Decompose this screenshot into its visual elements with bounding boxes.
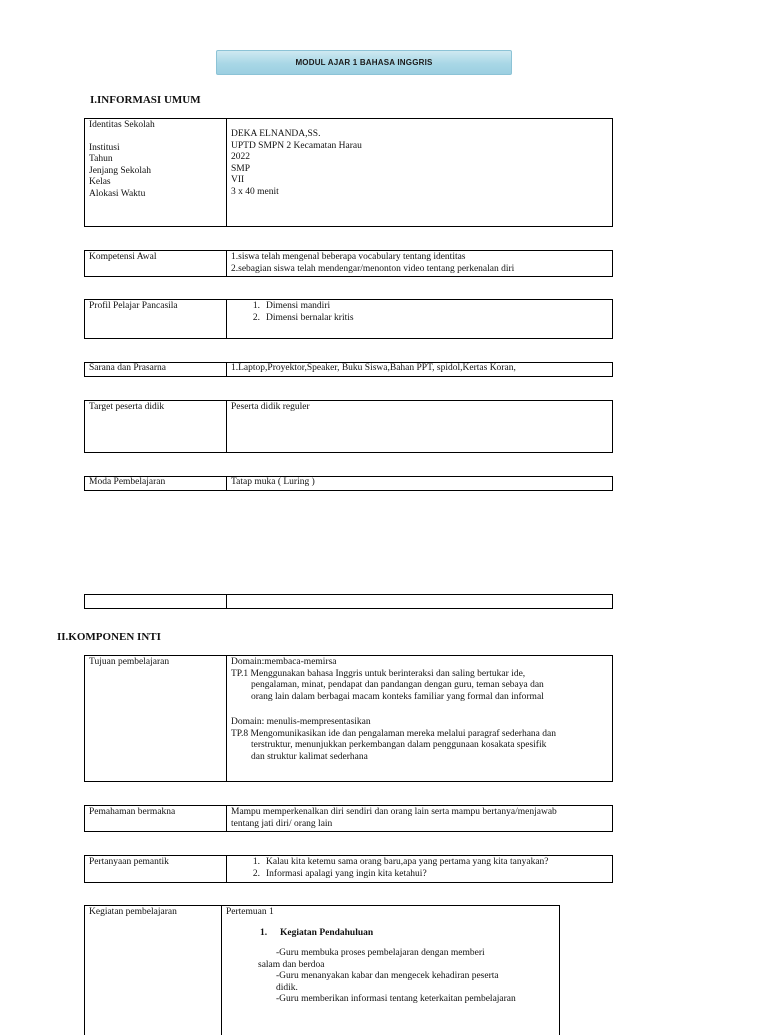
tp1-line-2: pengalaman, minat, pendapat dan pandangan dengan guru, teman sebaya dan: [251, 680, 544, 690]
tp1-line-3: orang lain dalam berbagai macam konteks familiar yang formal dan informal: [251, 691, 544, 702]
tujuan-table: [84, 655, 613, 782]
kompetensi-line-1: 1.siswa telah mengenal beberapa vocabulary tentang identitas: [231, 252, 466, 262]
kegiatan-line-4: didik.: [276, 982, 298, 993]
empty-label-cell: [85, 595, 227, 608]
sarana-value: 1.Laptop,Proyektor,Speaker, Buku Siswa,Bahan PPT, spidol,Kertas Koran,: [231, 363, 516, 373]
section-informasi-umum-title: I.INFORMASI UMUM: [90, 94, 201, 106]
value-institusi: UPTD SMPN 2 Kecamatan Harau: [231, 140, 362, 151]
tujuan-value: [227, 656, 612, 781]
pemahaman-value: [227, 806, 612, 831]
section-komponen-inti-title: II.KOMPONEN INTI: [57, 631, 161, 643]
pertanyaan-item: 2. Informasi apalagi yang ingin kita ketahui?: [252, 868, 427, 879]
value-kelas: VII: [231, 175, 245, 185]
kegiatan-value: [222, 906, 559, 1035]
value-jenjang: SMP: [231, 163, 251, 174]
kegiatan-label: Kegiatan pembelajaran: [85, 906, 222, 1035]
pertanyaan-value: [227, 856, 612, 882]
pertanyaan-item: 1. Kalau kita ketemu sama orang baru,apa yang pertama yang kita tanyakan?: [252, 857, 549, 867]
sarana-label: Sarana dan Prasarna: [85, 363, 227, 376]
tp8-line-2: terstruktur, menunjukkan perkembangan dalam penggunaan kosakata spesifik: [251, 740, 547, 750]
kompetensi-line-2: 2.sebagian siswa telah mendengar/menonton video tentang perkenalan diri: [231, 263, 515, 274]
pemahaman-line-1: Mampu memperkenalkan diri sendiri dan orang lain serta mampu bertanya/menjawab: [231, 807, 557, 817]
kompetensi-value: [227, 251, 612, 276]
target-label: Target peserta didik: [85, 401, 227, 452]
kegiatan-line-2: salam dan berdoa: [258, 959, 325, 970]
document-title-banner: MODUL AJAR 1 BAHASA INGGRIS: [216, 50, 512, 75]
target-value: Peserta didik reguler: [231, 402, 310, 412]
domain-1: Domain:membaca-memirsa: [231, 657, 337, 667]
label-kelas: Kelas: [89, 177, 111, 187]
kompetensi-awal-table: [84, 250, 613, 277]
label-alokasi: Alokasi Waktu: [89, 188, 146, 199]
target-table: [84, 400, 613, 453]
pemahaman-table: [84, 805, 613, 832]
profil-label: Profil Pelajar Pancasila: [85, 300, 227, 338]
moda-label: Moda Pembelajaran: [85, 477, 227, 490]
sarana-table: [84, 362, 613, 377]
profil-item: 2. Dimensi bernalar kritis: [252, 312, 354, 323]
profil-value: [227, 300, 612, 338]
label-institusi: Institusi: [89, 142, 120, 153]
kegiatan-line-3: -Guru menanyakan kabar dan mengecek kehadiran peserta: [276, 971, 499, 981]
identitas-value-cell: [227, 119, 612, 226]
tp8-line-1: TP.8 Mengomunikasikan ide dan pengalaman mereka melalui paragraf sederhana dan: [231, 728, 556, 739]
pemahaman-line-2: tentang jati diri/ orang lain: [231, 818, 333, 829]
pertanyaan-label: Pertanyaan pemantik: [85, 856, 227, 882]
tp1-line-1: TP.1 Menggunakan bahasa Inggris untuk berinteraksi dan saling bertukar ide,: [231, 668, 526, 679]
pertanyaan-table: [84, 855, 613, 883]
pertemuan-label: Pertemuan 1: [226, 907, 274, 917]
profil-pelajar-table: [84, 299, 613, 339]
identitas-heading: Identitas Sekolah: [89, 120, 155, 130]
teacher-name: DEKA ELNANDA,SS.: [231, 129, 321, 139]
identitas-label-cell: [85, 119, 227, 226]
label-tahun: Tahun: [89, 154, 113, 164]
domain-2: Domain: menulis-mempresentasikan: [231, 717, 371, 727]
tp8-line-3: dan struktur kalimat sederhana: [251, 751, 368, 762]
pemahaman-label: Pemahaman bermakna: [85, 806, 227, 831]
kegiatan-pendahuluan-heading: 1. Kegiatan Pendahuluan: [260, 927, 374, 938]
kegiatan-table: [84, 905, 560, 1035]
profil-item: 1. Dimensi mandiri: [252, 301, 331, 311]
kompetensi-label: Kompetensi Awal: [85, 251, 227, 276]
tujuan-label: Tujuan pembelajaran: [85, 656, 227, 781]
kegiatan-line-5: -Guru memberikan informasi tentang keterkaitan pembelajaran: [276, 994, 516, 1004]
value-alokasi: 3 x 40 menit: [231, 186, 279, 197]
empty-value-cell: [227, 595, 612, 608]
kegiatan-line-1: -Guru membuka proses pembelajaran dengan memberi: [276, 948, 485, 958]
empty-table-row: [84, 594, 613, 609]
moda-table: [84, 476, 613, 491]
moda-value: Tatap muka ( Luring ): [231, 477, 315, 487]
identitas-table: [84, 118, 613, 227]
value-tahun: 2022: [231, 152, 250, 162]
label-jenjang: Jenjang Sekolah: [89, 165, 152, 176]
